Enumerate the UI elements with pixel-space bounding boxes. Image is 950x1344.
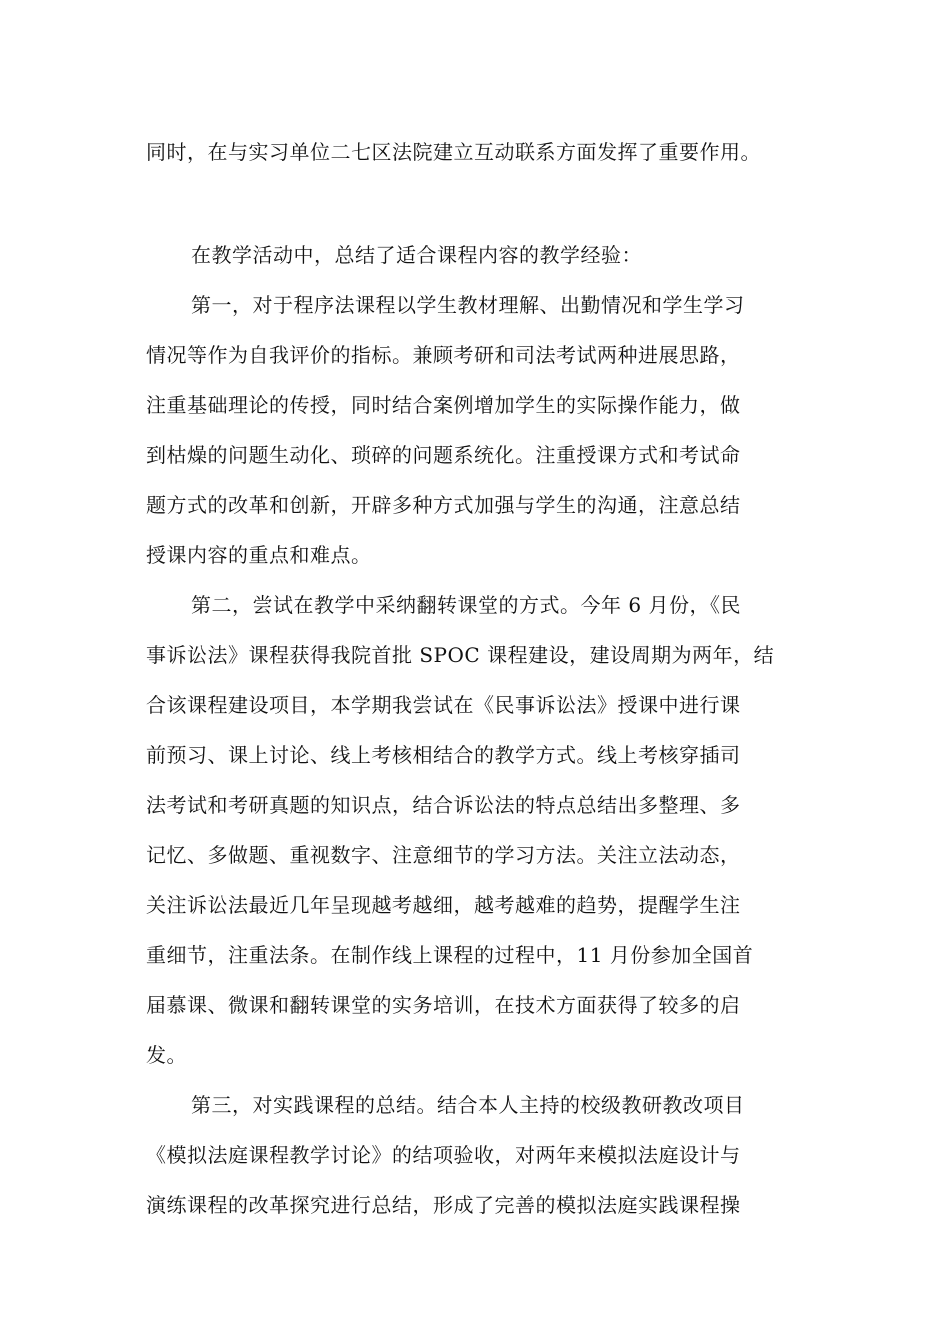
- point-one-line-6: 授课内容的重点和难点。: [146, 543, 372, 567]
- point-one-line-3: 注重基础理论的传授，同时结合案例增加学生的实际操作能力，做: [146, 393, 741, 417]
- point-three-line-2: 《模拟法庭课程教学讨论》的结项验收，对两年来模拟法庭设计与: [146, 1143, 741, 1167]
- point-two-line-6: 记忆、多做题、重视数字、注意细节的学习方法。关注立法动态，: [146, 843, 741, 867]
- point-one-line-1: 第一，对于程序法课程以学生教材理解、出勤情况和学生学习: [191, 293, 745, 317]
- point-two-line-8: 重细节，注重法条。在制作线上课程的过程中，11 月份参加全国首: [146, 943, 754, 967]
- point-two-line-3: 合该课程建设项目，本学期我尝试在《民事诉讼法》授课中进行课: [146, 693, 741, 717]
- point-two-line-10: 发。: [146, 1043, 187, 1067]
- point-two-line-9: 届慕课、微课和翻转课堂的实务培训，在技术方面获得了较多的启: [146, 993, 741, 1017]
- text-line-1: 同时，在与实习单位二七区法院建立互动联系方面发挥了重要作用。: [146, 140, 761, 164]
- point-three-line-3: 演练课程的改革探究进行总结，形成了完善的模拟法庭实践课程操: [146, 1193, 741, 1217]
- point-three-line-1: 第三，对实践课程的总结。结合本人主持的校级教研教改项目: [191, 1093, 745, 1117]
- point-two-line-4: 前预习、课上讨论、线上考核相结合的教学方式。线上考核穿插司: [146, 743, 741, 767]
- point-two-line-5: 法考试和考研真题的知识点，结合诉讼法的特点总结出多整理、多: [146, 793, 741, 817]
- point-one-line-2: 情况等作为自我评价的指标。兼顾考研和司法考试两种进展思路，: [146, 343, 741, 367]
- point-two-line-1: 第二，尝试在教学中采纳翻转课堂的方式。今年 6 月份，《民: [191, 593, 741, 617]
- point-two-line-2: 事诉讼法》课程获得我院首批 SPOC 课程建设，建设周期为两年，结: [146, 643, 775, 667]
- point-two-line-7: 关注诉讼法最近几年呈现越考越细，越考越难的趋势，提醒学生注: [146, 893, 741, 917]
- section-intro-line: 在教学活动中，总结了适合课程内容的教学经验：: [191, 243, 642, 267]
- point-one-line-5: 题方式的改革和创新，开辟多种方式加强与学生的沟通，注意总结: [146, 493, 741, 517]
- point-one-line-4: 到枯燥的问题生动化、琐碎的问题系统化。注重授课方式和考试命: [146, 443, 741, 467]
